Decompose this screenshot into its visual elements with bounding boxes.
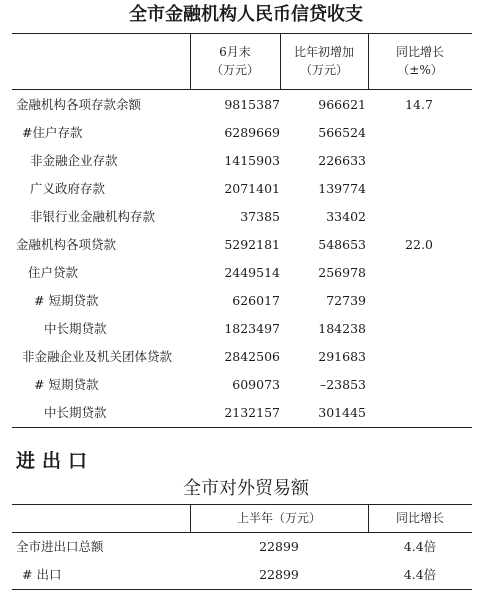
row-increase: 226633 xyxy=(318,153,366,168)
trade-table-bottom-rule xyxy=(12,589,472,590)
row-increase: 301445 xyxy=(318,405,366,420)
row-increase: 966621 xyxy=(318,97,366,112)
row-increase: 184238 xyxy=(318,321,366,336)
row-increase: 548653 xyxy=(318,237,366,252)
row-increase: 139774 xyxy=(318,181,366,196)
row-label: 住户贷款 xyxy=(28,265,79,280)
table-row xyxy=(0,287,492,315)
table-row xyxy=(0,399,492,427)
table-row xyxy=(0,561,492,589)
trade-col-header-growth: 同比增长 xyxy=(395,511,444,525)
row-label: 中长期贷款 xyxy=(44,321,107,336)
row-increase: 291683 xyxy=(318,349,366,364)
row-growth: 4.4倍 xyxy=(403,567,437,582)
header-bottom-rule xyxy=(12,89,472,90)
row-label: # 出口 xyxy=(22,567,62,582)
trade-col-header-half-year: 上半年（万元） xyxy=(236,511,321,525)
col-header-month-end-unit: （万元） xyxy=(210,63,259,77)
table-row xyxy=(0,259,492,287)
row-value: 9815387 xyxy=(224,97,280,112)
row-increase: 256978 xyxy=(318,265,366,280)
table-row xyxy=(0,315,492,343)
table-row xyxy=(0,175,492,203)
row-increase: 33402 xyxy=(326,209,366,224)
row-label: #住户存款 xyxy=(22,125,83,140)
table-row xyxy=(0,343,492,371)
row-value: 626017 xyxy=(232,293,280,308)
row-value: 2842506 xyxy=(224,349,280,364)
col-header-ytd-increase xyxy=(280,43,368,79)
row-increase: –23853 xyxy=(319,377,366,392)
col-header-ytd-increase-line1: 比年初增加 xyxy=(293,45,354,59)
row-value: 5292181 xyxy=(224,237,280,252)
col-header-yoy-growth xyxy=(368,43,472,79)
table-row xyxy=(0,231,492,259)
row-value: 609073 xyxy=(232,377,280,392)
col-header-yoy-growth-unit: （±%） xyxy=(397,63,443,77)
row-value: 22899 xyxy=(259,567,299,582)
row-increase: 72739 xyxy=(326,293,366,308)
table-row xyxy=(0,91,492,119)
trade-table-top-rule xyxy=(12,504,472,505)
row-label: 中长期贷款 xyxy=(44,405,107,420)
row-label: 非金融企业存款 xyxy=(30,153,118,168)
row-growth: 14.7 xyxy=(405,97,433,112)
row-label: 金融机构各项存款余额 xyxy=(16,97,142,112)
table-top-rule xyxy=(12,33,472,34)
table-title-credit: 全市金融机构人民币信贷收支 xyxy=(129,4,363,25)
col-header-month-end xyxy=(190,43,280,79)
row-label: # 短期贷款 xyxy=(34,377,99,392)
table-row xyxy=(0,533,492,561)
col-header-month-end-line1: 6月末 xyxy=(219,45,251,59)
row-value: 2449514 xyxy=(224,265,280,280)
col-header-ytd-increase-unit: （万元） xyxy=(299,63,348,77)
section-heading-import-export: 进出口 xyxy=(16,450,95,472)
row-increase: 566524 xyxy=(318,125,366,140)
row-growth: 4.4倍 xyxy=(403,539,437,554)
row-value: 6289669 xyxy=(224,125,280,140)
table-row xyxy=(0,203,492,231)
row-value: 2132157 xyxy=(224,405,280,420)
row-value: 37385 xyxy=(240,209,280,224)
row-label: 金融机构各项贷款 xyxy=(16,237,117,252)
row-growth: 22.0 xyxy=(405,237,433,252)
row-value: 1415903 xyxy=(224,153,280,168)
table-bottom-rule xyxy=(12,427,472,428)
row-label: # 短期贷款 xyxy=(34,293,99,308)
table-title-trade: 全市对外贸易额 xyxy=(183,478,309,499)
row-value: 2071401 xyxy=(224,181,280,196)
row-label: 广义政府存款 xyxy=(30,181,106,196)
row-label: 非金融企业及机关团体贷款 xyxy=(22,349,173,364)
col-header-yoy-growth-line1: 同比增长 xyxy=(395,45,444,59)
row-label: 全市进出口总额 xyxy=(16,539,104,554)
row-value: 1823497 xyxy=(224,321,280,336)
row-value: 22899 xyxy=(259,539,299,554)
table-row xyxy=(0,119,492,147)
row-label: 非银行业金融机构存款 xyxy=(30,209,156,224)
table-row xyxy=(0,371,492,399)
table-row xyxy=(0,147,492,175)
